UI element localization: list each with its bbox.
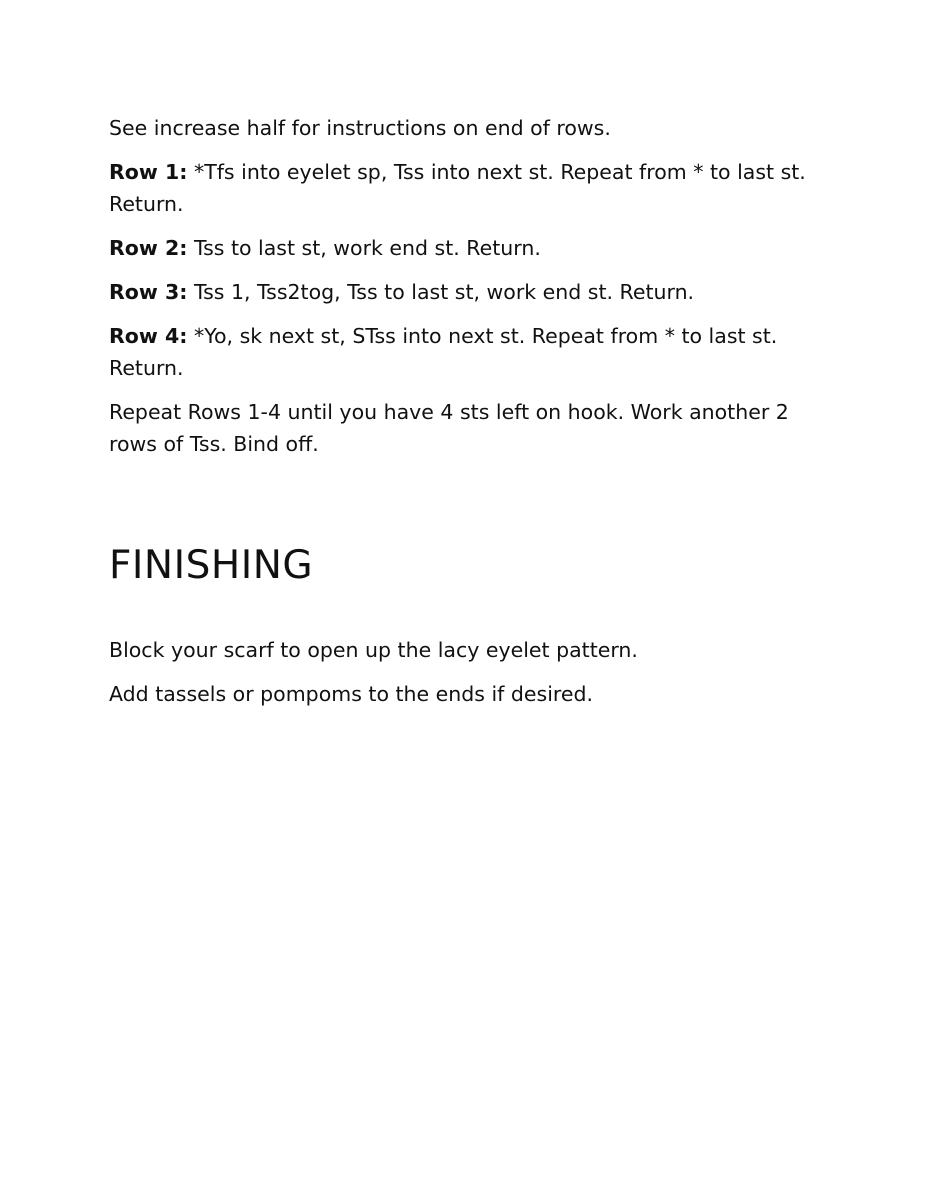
row-4-text: *Yo, sk next st, STss into next st. Repeat from * to last st. Return. (109, 324, 778, 380)
row-3-label: Row 3: (109, 280, 188, 304)
row-4-instruction (109, 320, 829, 384)
row-2-label: Row 2: (109, 236, 188, 260)
row-2-instruction (109, 232, 829, 264)
row-1-label: Row 1: (109, 160, 188, 184)
row-1-text: *Tfs into eyelet sp, Tss into next st. Repeat from * to last st. Return. (109, 160, 806, 216)
finishing-heading: FINISHING (109, 543, 314, 588)
row-2-text: Tss to last st, work end st. Return. (187, 236, 541, 260)
row-4-label: Row 4: (109, 324, 188, 348)
page-content (109, 112, 829, 722)
row-3-instruction (109, 276, 829, 308)
intro-paragraph: See increase half for instructions on end of rows. (109, 116, 611, 140)
row-1-instruction (109, 156, 829, 220)
row-3-text: Tss 1, Tss2tog, Tss to last st, work end st. Return. (187, 280, 695, 304)
finishing-line-2: Add tassels or pompoms to the ends if desired. (109, 682, 594, 706)
finishing-line-1: Block your scarf to open up the lacy eyelet pattern. (109, 638, 638, 662)
repeat-paragraph: Repeat Rows 1-4 until you have 4 sts left on hook. Work another 2 rows of Tss. Bind off. (109, 400, 789, 456)
